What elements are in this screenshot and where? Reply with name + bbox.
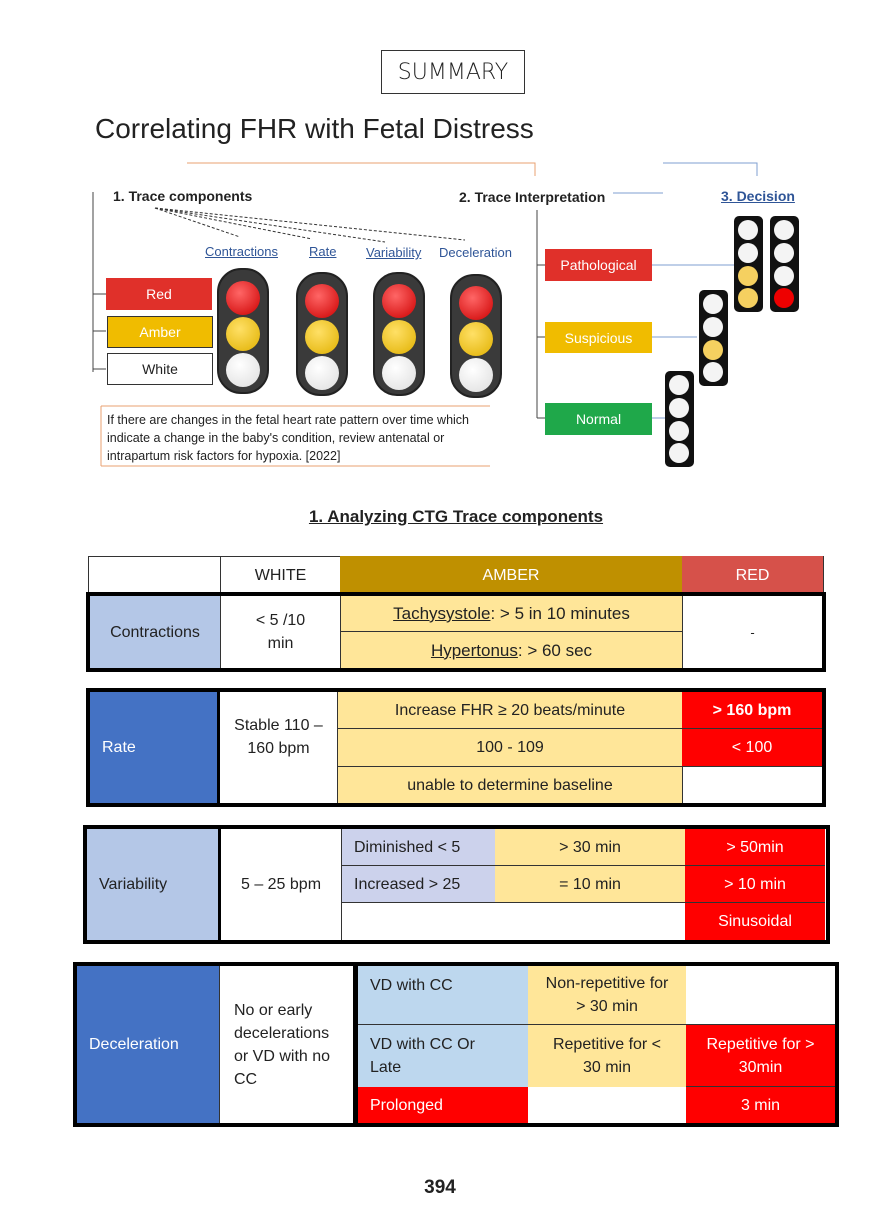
contractions-tachysystole: Tachysystole: > 5 in 10 minutes [340, 596, 682, 632]
deceleration-prolonged-red: 3 min [686, 1087, 835, 1123]
deceleration-repetitive-red: Repetitive for > 30min [686, 1025, 835, 1087]
rate-white: Stable 110 – 160 bpm [217, 692, 338, 803]
traffic-light-icon [217, 268, 269, 394]
deceleration-vd-cc-late: VD with CC Or Late [358, 1025, 528, 1087]
guideline-note: If there are changes in the fetal heart rate pattern over time which indicate a change in the baby's condition, review antenatal or intrapartum risk factors for hypoxia. [2022] [107, 413, 470, 463]
step3-link[interactable]: 3. Decision [721, 188, 795, 204]
header-white: WHITE [220, 556, 340, 594]
component-contractions[interactable]: Contractions [205, 244, 278, 259]
deceleration-vd-cc: VD with CC [358, 966, 528, 1025]
decision-light-suspicious-icon [699, 290, 728, 386]
variability-increased: Increased > 25 [342, 866, 495, 903]
rate-amber-2: 100 - 109 [338, 729, 682, 767]
interpretation-suspicious: Suspicious [545, 322, 652, 353]
page-number: 394 [424, 1177, 456, 1198]
step1-label: 1. Trace components [113, 188, 253, 204]
traffic-light-icon [450, 274, 502, 398]
contractions-hypertonus: Hypertonus: > 60 sec [340, 632, 682, 668]
variability-label: Variability [87, 829, 218, 940]
rate-amber-3: unable to determine baseline [338, 767, 682, 803]
variability-white: 5 – 25 bpm [218, 829, 342, 940]
interpretation-normal: Normal [545, 403, 652, 435]
color-white: White [107, 353, 213, 385]
header-red: RED [682, 556, 823, 594]
contractions-white: < 5 /10 min [220, 596, 340, 668]
step2-label: 2. Trace Interpretation [459, 189, 606, 205]
deceleration-r1-red [686, 966, 835, 1025]
variability-sinusoidal: Sinusoidal [685, 903, 825, 940]
decision-light-normal-icon [665, 371, 694, 467]
contractions-red: - [682, 596, 822, 668]
component-variability[interactable]: Variability [366, 245, 422, 260]
component-rate[interactable]: Rate [309, 244, 337, 259]
summary-box: SUMMARY [381, 50, 525, 94]
component-deceleration[interactable]: Deceleration [439, 245, 512, 260]
section-title: 1. Analyzing CTG Trace components [308, 507, 604, 526]
deceleration-label: Deceleration [77, 966, 219, 1123]
interpretation-pathological: Pathological [545, 249, 652, 281]
color-red: Red [106, 278, 212, 310]
variability-diminished: Diminished < 5 [342, 829, 495, 866]
color-amber: Amber [107, 316, 213, 348]
contractions-label: Contractions [90, 596, 220, 668]
decision-light-pathological-amber-icon [734, 216, 763, 312]
rate-red-3 [682, 767, 822, 803]
deceleration-prolonged: Prolonged [358, 1087, 528, 1123]
page-title: Correlating FHR with Fetal Distress [95, 113, 534, 144]
rate-amber-1: Increase FHR ≥ 20 beats/minute [338, 692, 682, 729]
variability-diminished-amber: > 30 min [495, 829, 685, 866]
rate-red-2: < 100 [682, 729, 822, 767]
rate-red-1: > 160 bpm [682, 692, 822, 729]
variability-increased-red: > 10 min [685, 866, 825, 903]
variability-diminished-red: > 50min [685, 829, 825, 866]
traffic-light-icon [296, 272, 348, 396]
traffic-light-icon [373, 272, 425, 396]
header-amber: AMBER [340, 556, 682, 594]
decision-light-pathological-red-icon [770, 216, 799, 312]
deceleration-white: No or early decelerations or VD with no CC [219, 966, 353, 1123]
rate-label: Rate [90, 692, 217, 803]
deceleration-repetitive-amber: Repetitive for < 30 min [528, 1025, 686, 1087]
variability-increased-amber: = 10 min [495, 866, 685, 903]
deceleration-nonrepetitive: Non-repetitive for > 30 min [528, 966, 686, 1025]
